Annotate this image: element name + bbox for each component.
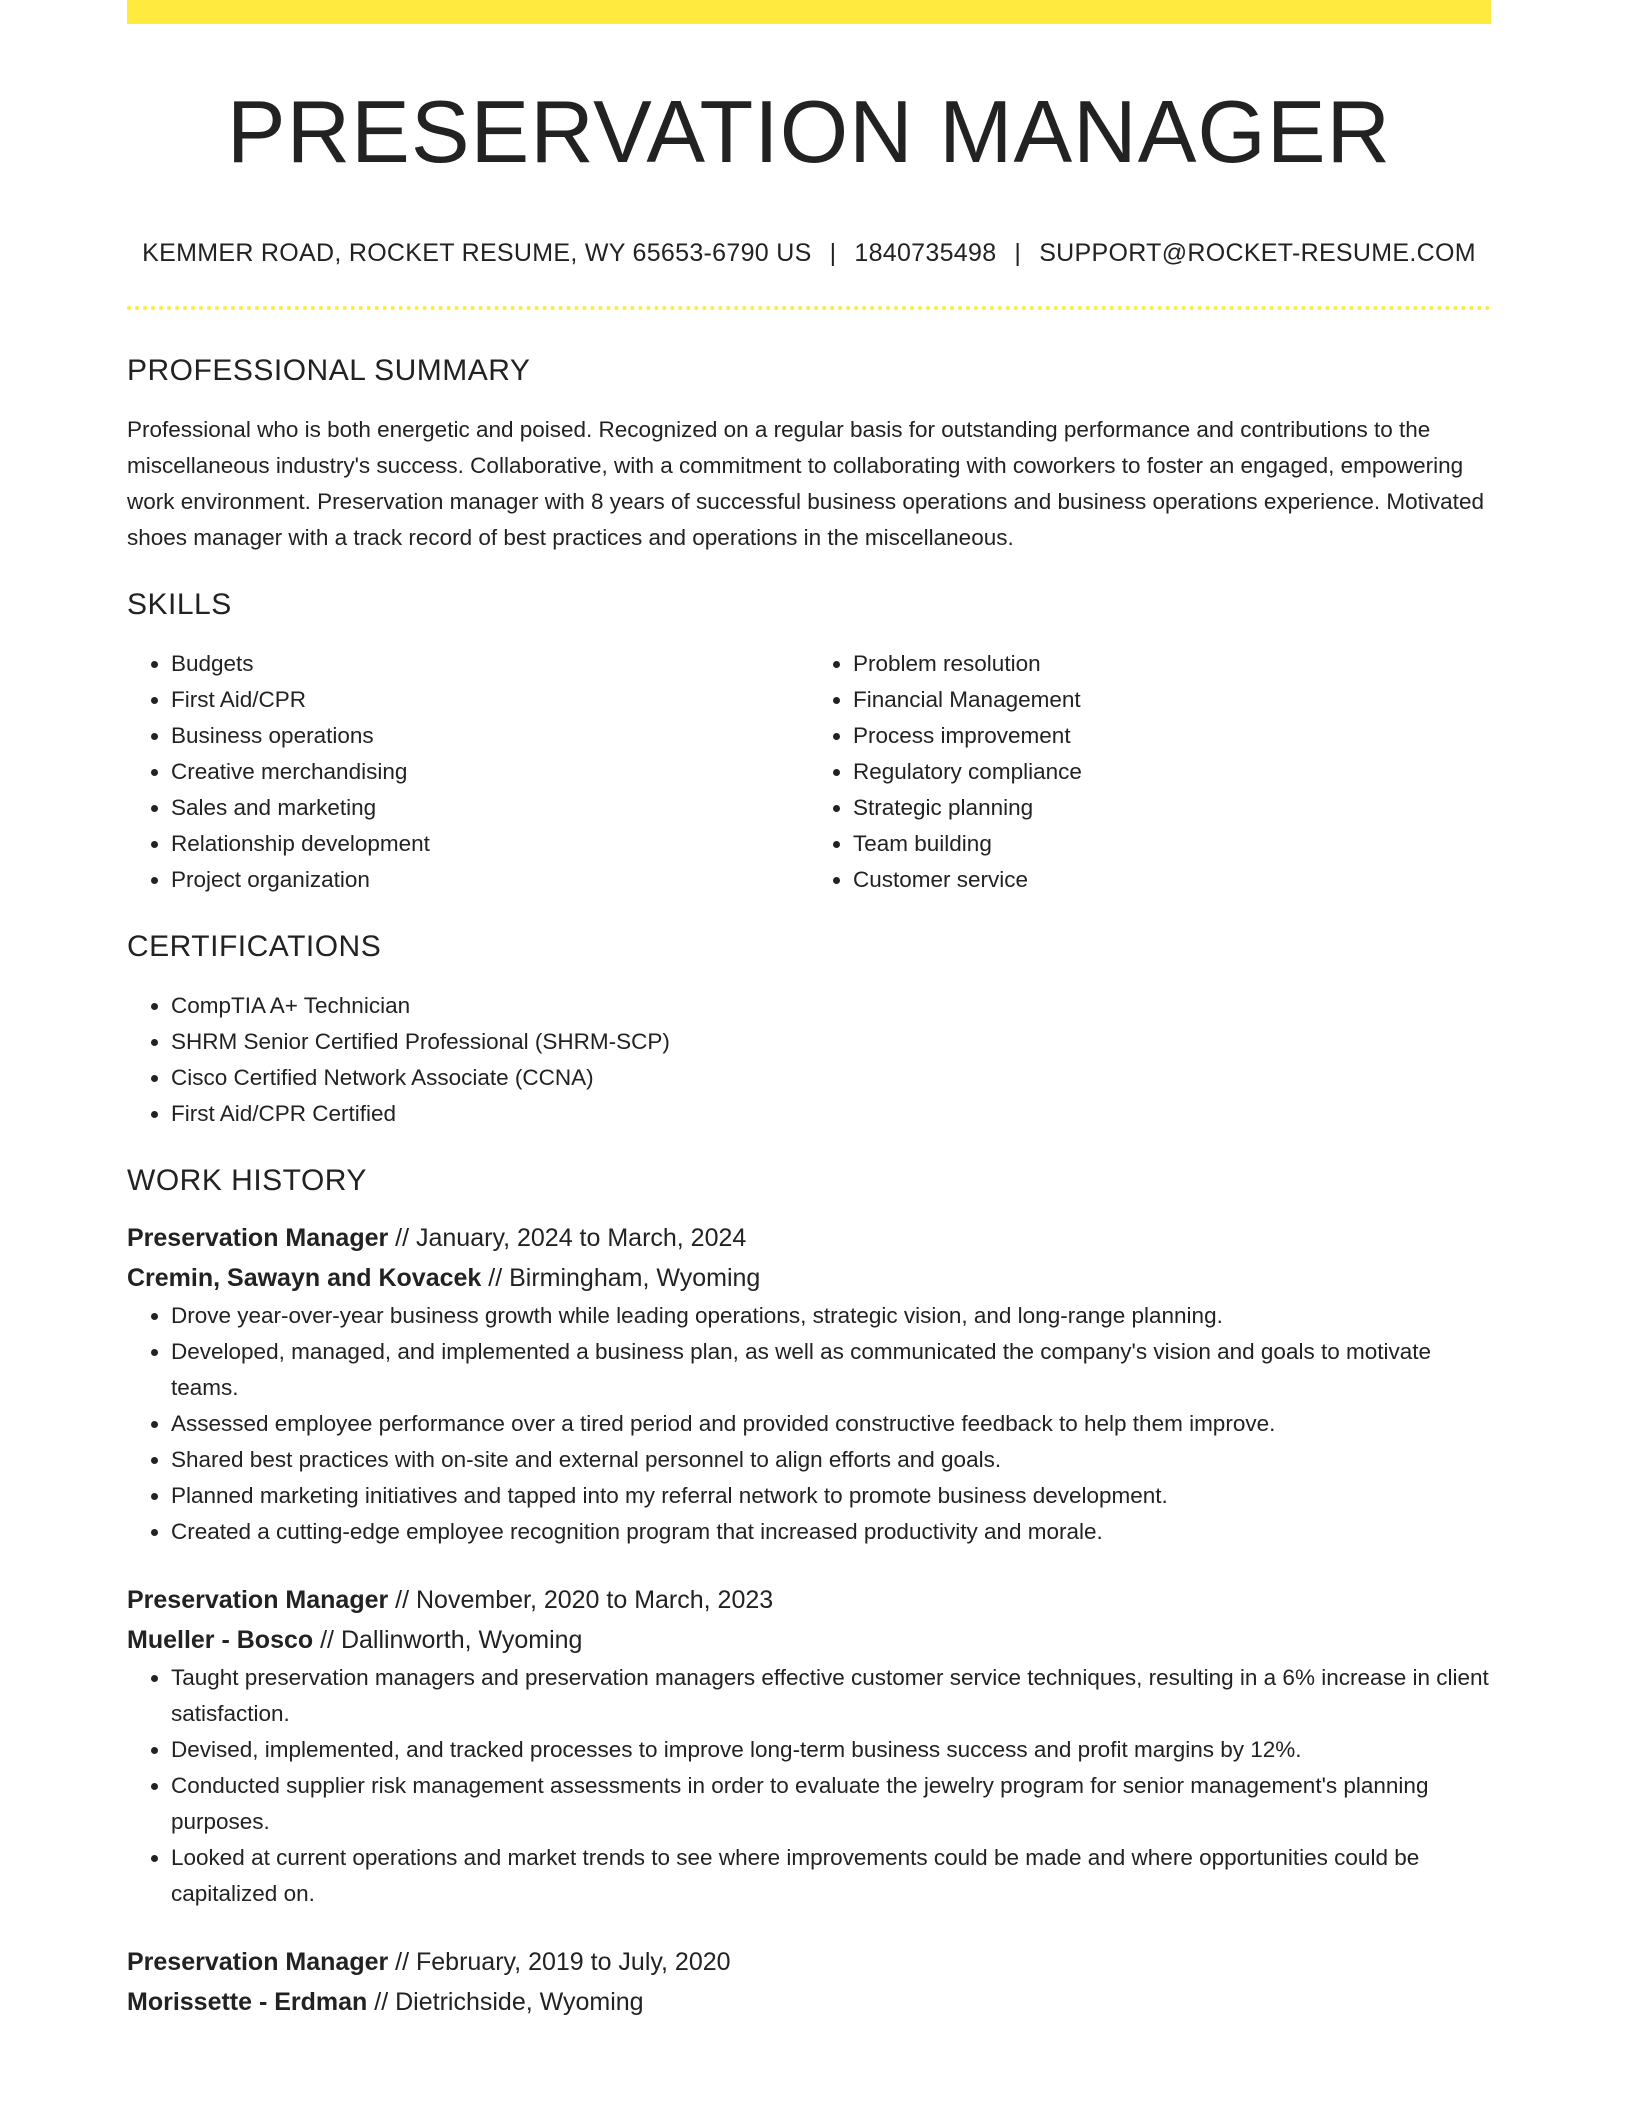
job-company-line <box>127 1982 1491 2022</box>
jobs-list <box>127 1218 1491 2022</box>
job-bullet: • Shared best practices with on-site and external personnel to align efforts and goals. <box>171 1442 1491 1478</box>
job-title-line <box>127 1218 1491 1258</box>
skill-item: • First Aid/CPR <box>171 682 809 718</box>
job-entry <box>127 1580 1491 1912</box>
skill-item: • Project organization <box>171 862 809 898</box>
summary-section <box>127 353 1491 556</box>
job-bullets <box>127 1298 1491 1550</box>
certifications-list <box>127 988 1491 1132</box>
resume-page <box>127 0 1491 2052</box>
skill-item: • Financial Management <box>853 682 1491 718</box>
work-history-title: WORK HISTORY <box>127 1163 367 1197</box>
skills-title: SKILLS <box>127 587 232 621</box>
job-role: Preservation Manager <box>127 1947 389 1976</box>
contact-separator: | <box>829 238 837 267</box>
skill-item: • Process improvement <box>853 718 1491 754</box>
skills-section <box>127 587 1491 898</box>
skill-item: • Relationship development <box>171 826 809 862</box>
job-company: Mueller - Bosco <box>127 1625 314 1654</box>
job-bullet: • Devised, implemented, and tracked processes to improve long-term business success and profit margins by 12%. <box>171 1732 1491 1768</box>
job-dates: // November, 2020 to March, 2023 <box>388 1585 774 1614</box>
skills-grid <box>127 646 1491 898</box>
skill-item: • Team building <box>853 826 1491 862</box>
job-bullet: • Developed, managed, and implemented a business plan, as well as communicated the company's vision and goals to motivate teams. <box>171 1334 1491 1406</box>
job-title-line <box>127 1580 1491 1620</box>
skills-list-right <box>809 646 1491 898</box>
job-bullet: • Drove year-over-year business growth while leading operations, strategic vision, and long-range planning. <box>171 1298 1491 1334</box>
job-title-line <box>127 1942 1491 1982</box>
job-entry <box>127 1942 1491 2022</box>
summary-text: Professional who is both energetic and poised. Recognized on a regular basis for outstanding performance and contributions to the miscellaneous industry's success. Collaborative, with a commitment to collaborating with coworkers to foster an engaged, empowering work environment. Preservation manager with 8 years of successful business operations and business operations experience. Motivated shoes manager with a track record of best practices and operations in the miscellaneous. <box>127 416 1484 550</box>
skill-item: • Sales and marketing <box>171 790 809 826</box>
skill-item: • Strategic planning <box>853 790 1491 826</box>
contact-address: KEMMER ROAD, ROCKET RESUME, WY 65653-6790 US <box>142 238 812 267</box>
job-role: Preservation Manager <box>127 1585 389 1614</box>
job-bullet: • Conducted supplier risk management assessments in order to evaluate the jewelry program for senior management's planning purposes. <box>171 1768 1491 1840</box>
job-location: // Birmingham, Wyoming <box>481 1263 761 1292</box>
dotted-divider <box>127 306 1491 310</box>
job-role: Preservation Manager <box>127 1223 389 1252</box>
certification-item: • First Aid/CPR Certified <box>171 1096 1491 1132</box>
job-company: Cremin, Sawayn and Kovacek <box>127 1263 482 1292</box>
skill-item: • Budgets <box>171 646 809 682</box>
certifications-section <box>127 929 1491 1132</box>
job-bullet: • Assessed employee performance over a tired period and provided constructive feedback to help them improve. <box>171 1406 1491 1442</box>
job-location: // Dietrichside, Wyoming <box>367 1987 644 2016</box>
job-dates: // January, 2024 to March, 2024 <box>388 1223 747 1252</box>
skill-item: • Problem resolution <box>853 646 1491 682</box>
work-history-section <box>127 1163 1491 2022</box>
job-company-line <box>127 1258 1491 1298</box>
contact-email[interactable]: SUPPORT@ROCKET-RESUME.COM <box>1039 238 1476 267</box>
certification-item: • SHRM Senior Certified Professional (SHRM-SCP) <box>171 1024 1491 1060</box>
skill-item: • Regulatory compliance <box>853 754 1491 790</box>
certifications-title: CERTIFICATIONS <box>127 929 382 963</box>
skill-item: • Creative merchandising <box>171 754 809 790</box>
job-company: Morissette - Erdman <box>127 1987 368 2016</box>
job-bullet: • Created a cutting-edge employee recognition program that increased productivity and morale. <box>171 1514 1491 1550</box>
job-company-line <box>127 1620 1491 1660</box>
skill-item: • Customer service <box>853 862 1491 898</box>
contact-phone[interactable]: 1840735498 <box>854 238 997 267</box>
job-entry <box>127 1218 1491 1550</box>
job-bullet: • Taught preservation managers and preservation managers effective customer service techniques, resulting in a 6% increase in client satisfaction. <box>171 1660 1491 1732</box>
resume-name: PRESERVATION MANAGER <box>226 82 1392 181</box>
certification-item: • Cisco Certified Network Associate (CCNA) <box>171 1060 1491 1096</box>
certification-item: • CompTIA A+ Technician <box>171 988 1491 1024</box>
skill-item: • Business operations <box>171 718 809 754</box>
skills-list-left <box>127 646 809 898</box>
accent-top-bar <box>127 0 1491 24</box>
contact-line <box>127 239 1491 268</box>
job-bullets <box>127 1660 1491 1912</box>
contact-separator: | <box>1014 238 1022 267</box>
job-location: // Dallinworth, Wyoming <box>313 1625 583 1654</box>
summary-title: PROFESSIONAL SUMMARY <box>127 353 531 387</box>
job-bullet: • Planned marketing initiatives and tapped into my referral network to promote business development. <box>171 1478 1491 1514</box>
job-dates: // February, 2019 to July, 2020 <box>388 1947 731 1976</box>
job-bullet: • Looked at current operations and market trends to see where improvements could be made and where opportunities could be capitalized on. <box>171 1840 1491 1912</box>
